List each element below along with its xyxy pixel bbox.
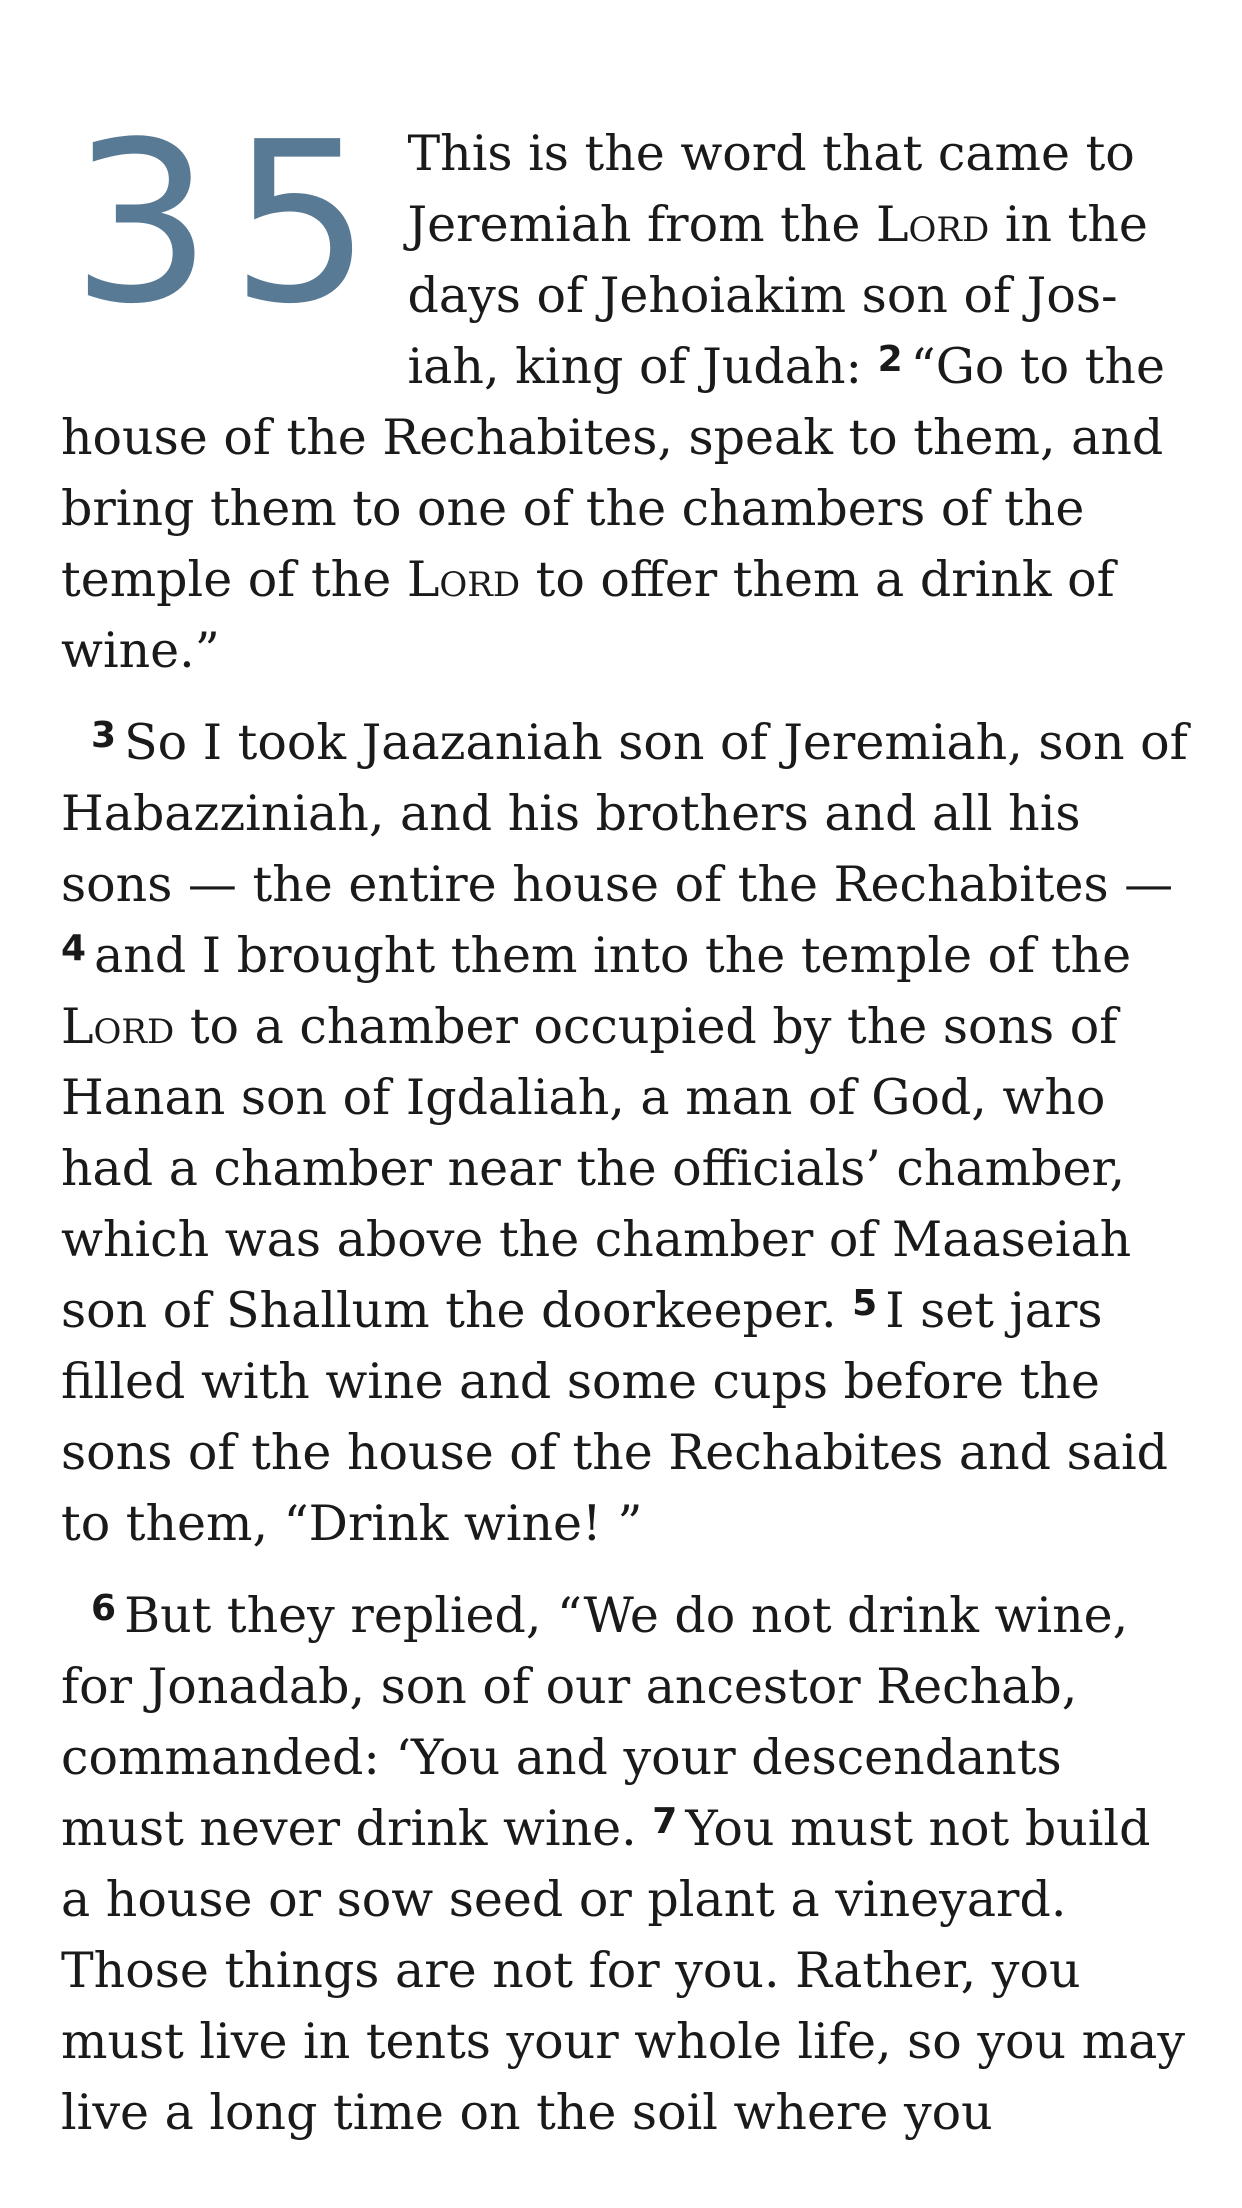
verse-text: I set jars filled with wine and some cups before the sons of the house of the Rechabites and said to them, “Drink wine! ”: [61, 1282, 1168, 1552]
verse-number: 6: [91, 1588, 117, 1629]
verse-text: to a chamber occupied by the sons of Hanan son of Igdaliah, a man of God, who had a chamber near the officials’ chamber, which was above the chamber of Maaseiah son of Shallum the doorkeeper.: [61, 998, 1132, 1339]
verse-text: This is the word that came to Jeremiah from the: [407, 125, 1135, 253]
verse-text: So I took Jaazaniah son of Jeremiah, son of Habazziniah, and his brothers and all his sons — the entire house of the Rechabites —: [61, 714, 1188, 913]
paragraph: [61, 707, 1191, 1559]
divine-name-text: Lord: [406, 551, 521, 608]
chapter-number: 35: [71, 95, 390, 353]
verse-text: in the days of Jehoiakim son of Josiah, king of Judah:: [407, 196, 1148, 395]
divine-name-text: Lord: [875, 196, 990, 253]
scripture-page: [61, 95, 1191, 2169]
verse-text: to offer them a drink of wine.”: [61, 551, 1115, 679]
verse-number: 4: [61, 928, 87, 969]
verse-number: 3: [91, 715, 117, 756]
verse-text: You must not build a house or sow seed or plant a vineyard. Those things are not for you. Rather, you must live in tents your whole life, so you may live a long time on the soil where you: [61, 1800, 1186, 2141]
verse-number: 2: [877, 339, 903, 380]
divine-name-text: Lord: [61, 998, 175, 1055]
verse-text: But they replied, “We do not drink wine, for Jonadab, son of our ancestor Rechab, commanded: ‘You and your descendants must never drink wine.: [61, 1587, 1129, 1857]
verse-text: and I brought them into the temple of the: [94, 927, 1132, 984]
verse-text: “Go to the house of the Rechabites, speak to them, and bring them to one of the chambers of the temple of the: [61, 338, 1165, 608]
verse-number: 7: [652, 1801, 678, 1842]
verse-number: 5: [852, 1283, 878, 1324]
paragraph: [61, 1580, 1191, 2148]
